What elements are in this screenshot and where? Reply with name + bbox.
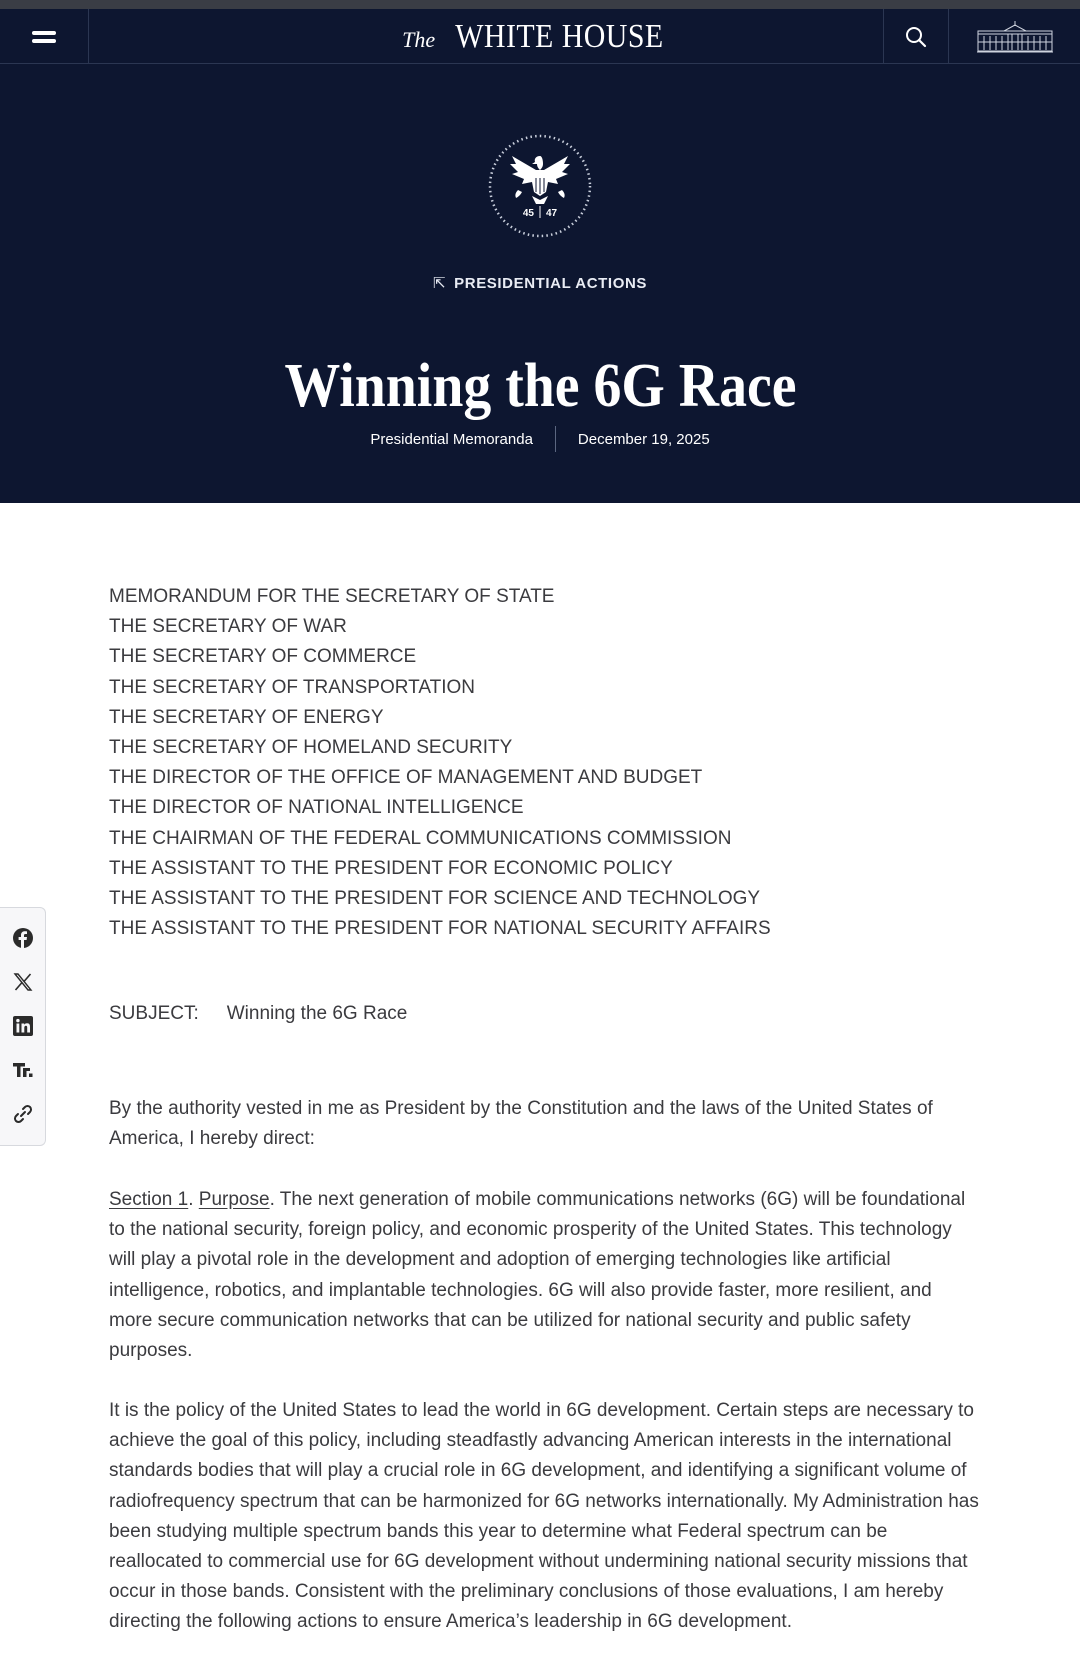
search-icon [905,26,927,48]
recipient-line: THE ASSISTANT TO THE PRESIDENT FOR NATIONAL SECURITY AFFAIRS [109,918,771,940]
category-label: PRESIDENTIAL ACTIONS [454,275,648,292]
recipient-line: MEMORANDUM FOR THE SECRETARY OF STATE [109,586,555,607]
top-border [0,0,1080,9]
page-title-text: Winning the 6G Race [283,351,797,420]
copy-link-icon [12,1103,34,1125]
recipient-line: THE SECRETARY OF COMMERCE [109,646,417,668]
recipient-line: THE SECRETARY OF ENERGY [109,706,384,728]
white-house-building-icon [976,19,1054,55]
meta-divider [555,426,556,452]
truth-social-icon [12,1060,34,1080]
memo-subject [109,1003,407,1025]
arrow-up-left-icon: ⇱ [432,275,447,292]
intro-paragraph: By the authority vested in me as President by the Constitution and the laws of the United States of America, I hereby direct: [109,1098,933,1150]
recipient-line: THE DIRECTOR OF NATIONAL INTELLIGENCE [109,797,524,819]
section-label: Section 1 [109,1189,189,1210]
x-icon [13,972,33,992]
publish-date: December 19, 2025 [577,430,710,448]
menu-icon [32,30,56,44]
brand-the: The [402,27,436,52]
section-1-paragraph [109,1185,979,1366]
home-link[interactable] [402,18,678,55]
subject-label: SUBJECT: [109,1003,199,1024]
menu-button[interactable] [0,9,89,64]
share-linkedin-button[interactable] [11,1014,35,1038]
recipient-line: THE ASSISTANT TO THE PRESIDENT FOR SCIENCE AND TECHNOLOGY [109,887,761,909]
share-truth-social-button[interactable] [11,1058,35,1082]
recipient-line: THE CHAIRMAN OF THE FEDERAL COMMUNICATIONS COMMISSION [109,827,732,849]
memo-recipients [109,582,979,944]
brand-name: WHITE HOUSE [455,18,664,55]
facebook-icon [12,927,34,949]
linkedin-icon [13,1016,33,1036]
recipient-line: THE ASSISTANT TO THE PRESIDENT FOR ECONOMIC POLICY [109,857,673,879]
recipient-line: THE DIRECTOR OF THE OFFICE OF MANAGEMENT AND BUDGET [109,767,703,789]
presidential-seal-icon [488,134,592,238]
article-meta [0,426,1080,452]
site-header [0,9,1080,64]
copy-link-button[interactable] [11,1102,35,1126]
section-separator: . [188,1189,199,1210]
share-facebook-button[interactable] [11,926,35,950]
share-x-button[interactable] [11,970,35,994]
seal-number-right: 47 [546,208,558,219]
category-anchor[interactable] [433,275,647,292]
category-link[interactable] [0,274,1080,292]
subject-value: Winning the 6G Race [226,1003,408,1024]
document-type-link[interactable]: Presidential Memoranda [370,430,533,448]
recipient-line: THE SECRETARY OF TRANSPORTATION [109,676,475,698]
hero-banner [0,64,1080,503]
white-house-link[interactable] [949,9,1080,64]
search-button[interactable] [883,9,949,64]
share-sidebar [0,907,46,1146]
recipient-line: THE SECRETARY OF HOMELAND SECURITY [109,736,513,758]
page-title [0,351,1080,422]
recipient-line: THE SECRETARY OF WAR [109,616,347,638]
section-1-text: . The next generation of mobile communications networks (6G) will be foundational to the national security, foreign policy, and economic prosperity of the United States. This technology will play a pivotal role in the development and adoption of emerging technologies like artificial intelligence, robotics, and implantable technologies. 6G will also provide faster, more resilient, and more secure communication networks that can be utilized for national security and public safety purposes. [109,1189,966,1362]
policy-paragraph: It is the policy of the United States to lead the world in 6G development. Certain steps are necessary to achieve the goal of this policy, including steadfastly advancing American interests in the international standards bodies that will play a crucial role in 6G development, and identifying a significant volume of radiofrequency spectrum that can be harmonized for 6G networks internationally. My Administration has been studying multiple spectrum bands this year to determine what Federal spectrum can be reallocated to commercial use for 6G development without undermining national security missions that occur in those bands. Consistent with the preliminary conclusions of those evaluations, I am hereby directing the following actions to ensure America’s leadership in 6G development. [109,1400,979,1633]
purpose-label: Purpose [198,1189,270,1210]
seal-number-left: 45 [522,208,534,219]
